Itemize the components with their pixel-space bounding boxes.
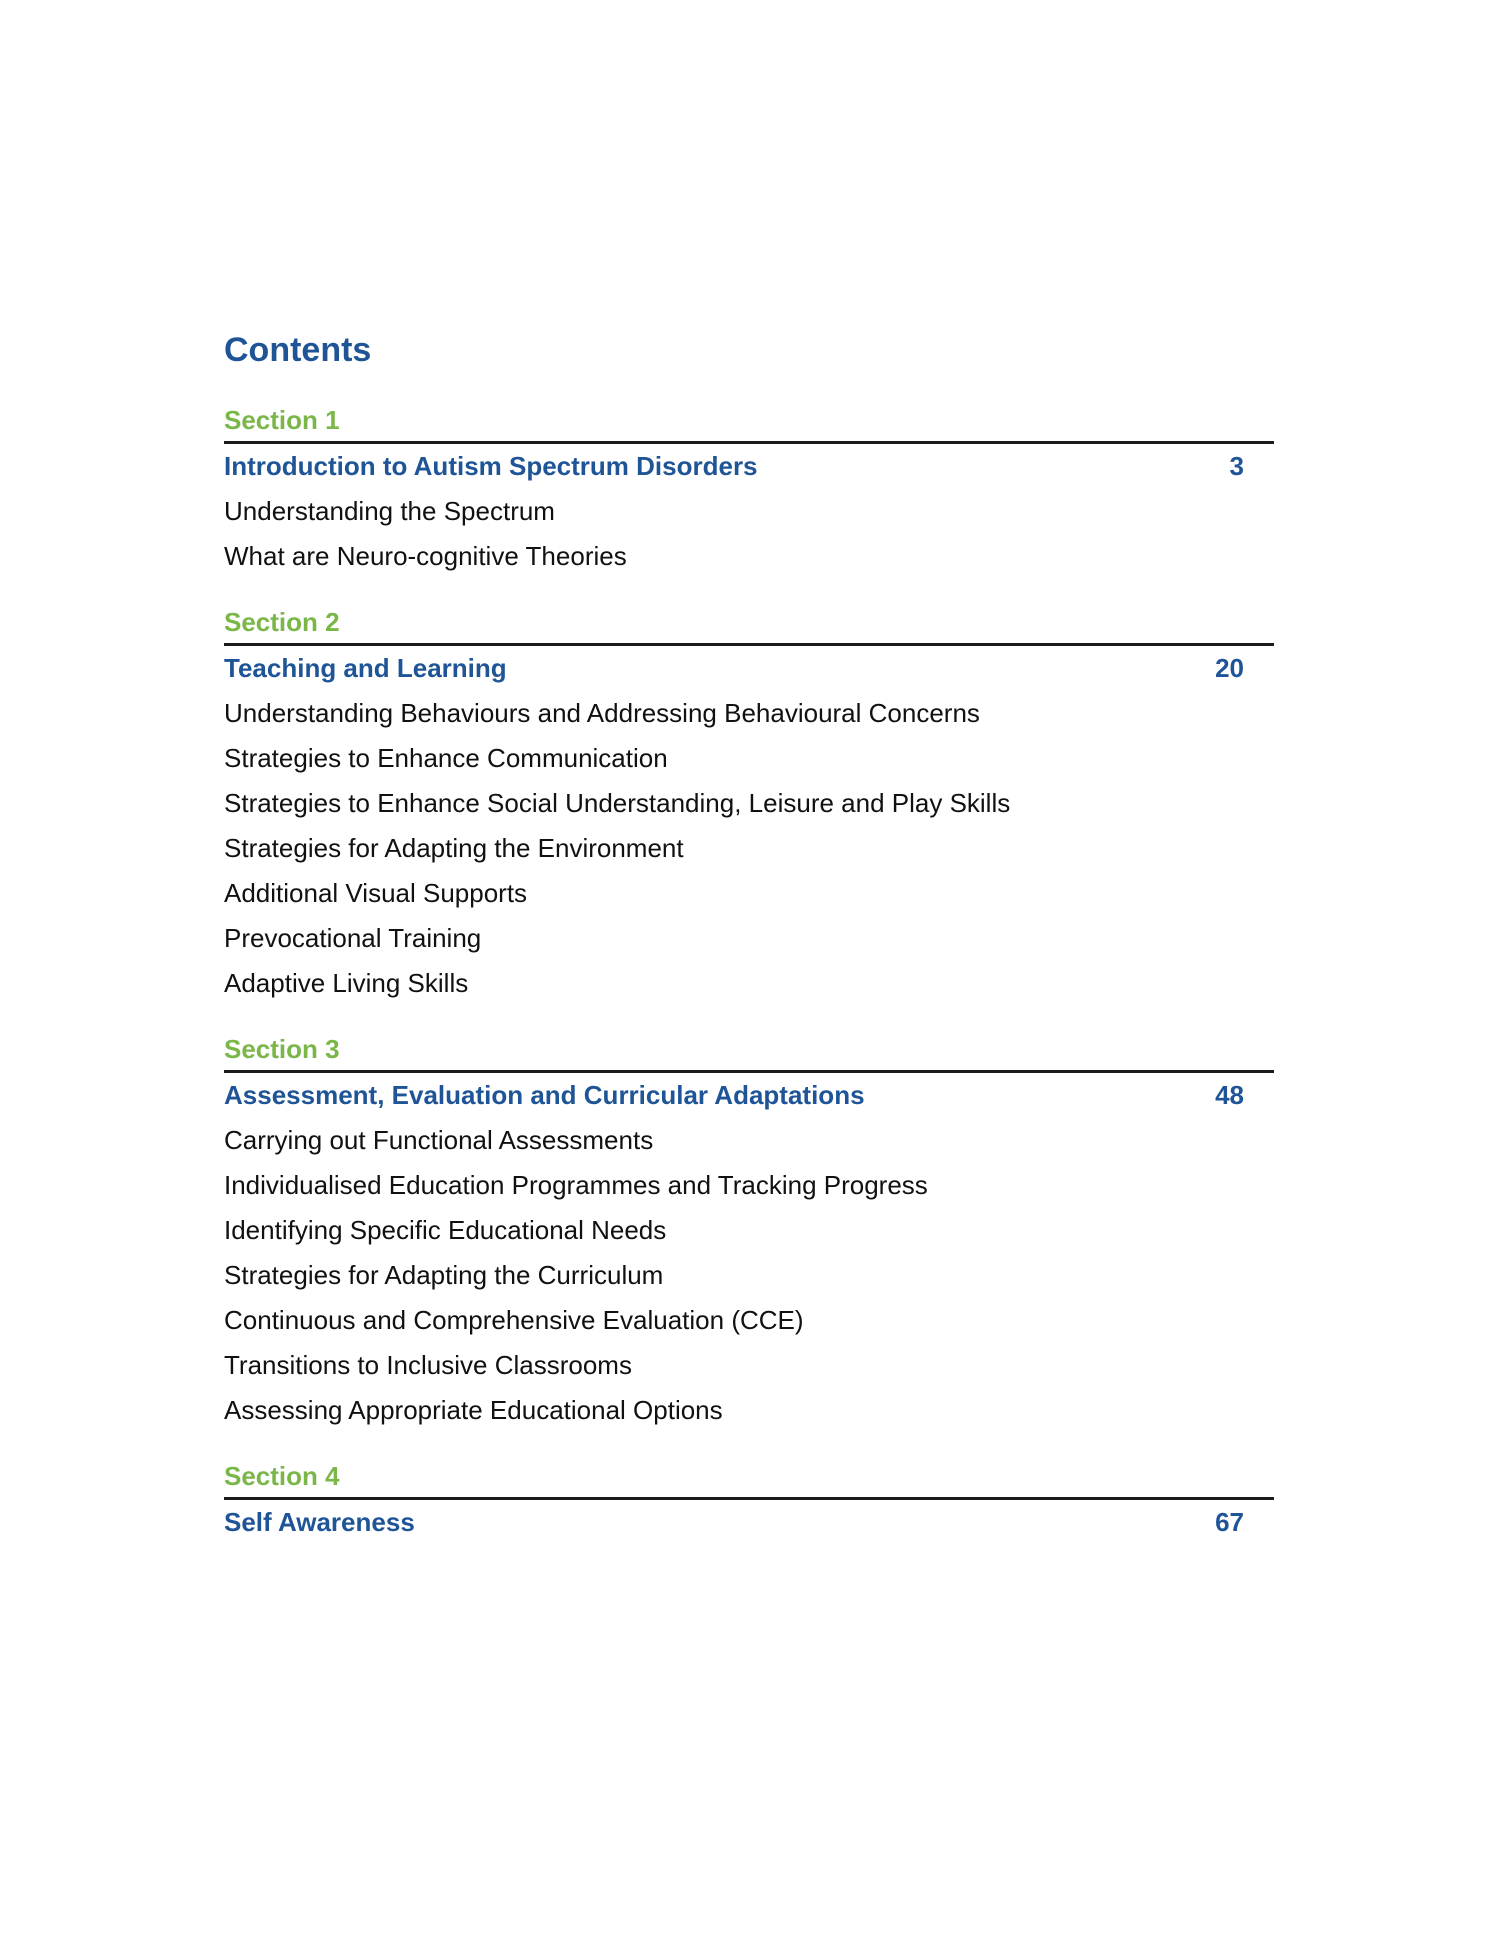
list-item: Transitions to Inclusive Classrooms [224, 1350, 632, 1380]
list-item: Strategies to Enhance Communication [224, 743, 668, 773]
chapter-entry[interactable] [224, 1500, 1274, 1545]
table-of-contents [224, 330, 1274, 1545]
section-label: Section 1 [224, 405, 340, 435]
chapter-page-number: 20 [1215, 653, 1244, 683]
list-item: Carrying out Functional Assessments [224, 1125, 654, 1155]
chapter-page-number: 48 [1215, 1080, 1244, 1110]
list-item: Understanding the Spectrum [224, 496, 555, 526]
list-item: Prevocational Training [224, 923, 482, 953]
list-item: Understanding Behaviours and Addressing Behavioural Concerns [224, 698, 980, 728]
list-item: Assessing Appropriate Educational Options [224, 1395, 723, 1425]
chapter-page-number: 3 [1229, 451, 1244, 481]
list-item: What are Neuro-cognitive Theories [224, 541, 627, 571]
chapter-title: Assessment, Evaluation and Curricular Adaptations [224, 1080, 865, 1110]
list-item: Identifying Specific Educational Needs [224, 1215, 667, 1245]
section-label: Section 2 [224, 607, 340, 637]
page-title: Contents [224, 331, 372, 369]
list-item: Strategies for Adapting the Environment [224, 833, 684, 863]
chapter-title: Self Awareness [224, 1507, 415, 1537]
section-3 [224, 1034, 1274, 1433]
list-item: Adaptive Living Skills [224, 968, 469, 998]
chapter-entry[interactable] [224, 444, 1274, 489]
section-label: Section 4 [224, 1461, 340, 1491]
list-item: Continuous and Comprehensive Evaluation (CCE) [224, 1305, 804, 1335]
chapter-page-number: 67 [1215, 1507, 1244, 1537]
list-item: Strategies for Adapting the Curriculum [224, 1260, 664, 1290]
list-item: Strategies to Enhance Social Understanding, Leisure and Play Skills [224, 788, 1011, 818]
section-4 [224, 1461, 1274, 1545]
chapter-title: Introduction to Autism Spectrum Disorders [224, 451, 758, 481]
chapter-entry[interactable] [224, 1073, 1274, 1118]
list-item: Additional Visual Supports [224, 878, 528, 908]
list-item: Individualised Education Programmes and Tracking Progress [224, 1170, 928, 1200]
chapter-entry[interactable] [224, 646, 1274, 691]
section-2 [224, 607, 1274, 1006]
section-label: Section 3 [224, 1034, 340, 1064]
section-1 [224, 405, 1274, 579]
chapter-title: Teaching and Learning [224, 653, 507, 683]
